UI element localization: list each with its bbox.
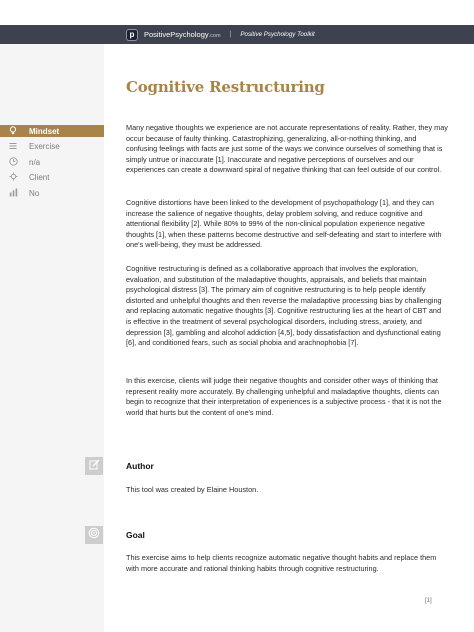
top-header bbox=[0, 0, 474, 44]
header-separator: | bbox=[229, 31, 232, 38]
intro-paragraph-1: Many negative thoughts we experience are not accurate representations of reality. Rather, they may occur because of faulty thinking. Catastrophizing, generalizing, all-or-nothing thinking, and confusing feelings with facts are just some of the ways we convince ourselves of something that is simply untrue or inaccurate [1]. Inaccurate and negative perceptions of ourselves and our experiences can create a downward spiral of negative thinking that can feel outside of our control. bbox=[126, 123, 448, 175]
sidebar-item-label: Mindset bbox=[29, 126, 60, 136]
pencil-icon bbox=[89, 457, 100, 475]
site-domain: .com bbox=[208, 33, 221, 39]
bar-chart-icon bbox=[8, 188, 18, 199]
logo bbox=[126, 29, 138, 41]
site-name-text: PositivePsychology bbox=[144, 30, 209, 39]
sidebar-item-label: Client bbox=[29, 173, 50, 183]
sidebar-item-label: No bbox=[29, 188, 40, 198]
clock-icon bbox=[8, 157, 18, 168]
sidebar-item-label: Exercise bbox=[29, 142, 60, 152]
goal-heading: Goal bbox=[126, 530, 145, 540]
sidebar-item-duration bbox=[0, 155, 104, 171]
author-badge bbox=[85, 457, 103, 475]
brand bbox=[126, 25, 315, 44]
brain-icon bbox=[8, 172, 18, 183]
intro-paragraph-4: In this exercise, clients will judge their negative thoughts and consider other ways of thinking that represent reality more accurately. By challenging unhelpful and maladaptive thoughts, clients can begin to recognize that their interpretation of experiences is a subjective process - that it is not the world that hurts but the content of one's mind. bbox=[126, 376, 442, 417]
logo-letter: p bbox=[129, 29, 135, 39]
author-text: This tool was created by Elaine Houston. bbox=[126, 485, 259, 494]
target-icon bbox=[88, 526, 100, 544]
intro-paragraph-2: Cognitive distortions have been linked to the development of psychopathology [1], and they can increase the salience of negative thoughts, delay problem solving, and reduce cognitive and attentional flexibility [2]. While 80% to 99% of the non-clinical population experience negative thoughts [1], when these patterns become destructive and self-defeating and start to interfere with one's well-being, they must be addressed. bbox=[126, 198, 442, 250]
list-icon bbox=[8, 142, 18, 152]
site-name bbox=[144, 30, 221, 39]
page-title: Cognitive Restructuring bbox=[126, 78, 325, 96]
lightbulb-icon bbox=[8, 126, 18, 137]
author-heading: Author bbox=[126, 461, 154, 471]
toolkit-label: Positive Psychology Toolkit bbox=[240, 31, 315, 38]
sidebar-item-homework bbox=[0, 186, 104, 202]
sidebar-item-client bbox=[0, 170, 104, 186]
sidebar-item-exercise bbox=[0, 139, 104, 155]
sidebar-item-label: n/a bbox=[29, 157, 41, 167]
intro-paragraph-3: Cognitive restructuring is defined as a collaborative approach that involves the exploration, evaluation, and substitution of the maladaptive thoughts, appraisals, and beliefs that maintain psychological distress [3]. The primary aim of cognitive restructuring is to help people identify distorted and unhelpful thoughts and then reverse the maladaptive processing bias by challenging and replacing automatic negative thoughts [3]. Cognitive restructuring lies at the heart of CBT and is effective in the treatment of several psychological disorders, including stress, anxiety, and depression [3], gambling and alcohol addiction [4,5], body dissatisfaction and dysfunctional eating [6], and conditioned fears, such as social phobia and arachnophobia [7]. bbox=[126, 264, 442, 348]
page-number: [1] bbox=[425, 598, 432, 604]
goal-badge bbox=[85, 526, 103, 544]
sidebar-item-mindset bbox=[0, 125, 104, 137]
sidebar-nav bbox=[0, 125, 104, 201]
goal-text: This exercise aims to help clients recognize automatic negative thought habits and replace them with more accurate and rational thinking habits through cognitive restructuring. bbox=[126, 553, 437, 573]
